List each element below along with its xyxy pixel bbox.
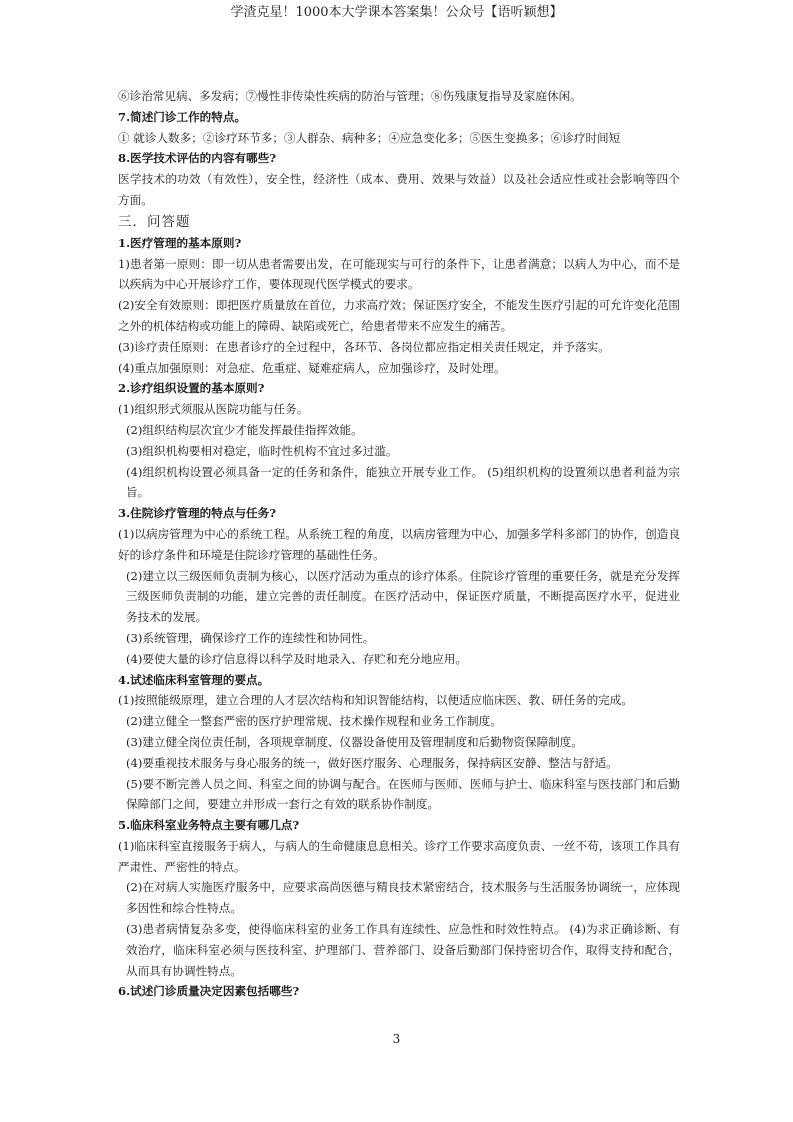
paragraph: (4)重点加强原则：对急症、危重症、疑难症病人，应加强诊疗，及时处理。 [118, 360, 506, 375]
question-heading: 5.临床科室业务特点主要有哪几点? [118, 818, 300, 833]
question-heading: 1.医疗管理的基本原则? [118, 235, 242, 250]
paragraph: (3)患者病情复杂多变，使得临床科室的业务工作具有连续性、应急性和时效性特点。 (4)为求正确诊断、有效治疗，临床科室必须与医技科室、护理部门、营养部门、设备后勤部门保持密切合作，取得支持和配合，从而具有协调性特点。 [126, 922, 680, 978]
paragraph: (1)组织形式须服从医院功能与任务。 [118, 402, 309, 417]
paragraph: (1)以病房管理为中心的系统工程。从系统工程的角度，以病房管理为中心，加强多学科多部门的协作，创造良好的诊疗条件和环境是住院诊疗管理的基础性任务。 [118, 526, 680, 562]
question-heading: 2.诊疗组织设置的基本原则? [118, 381, 265, 396]
section-heading: 三．问答题 [118, 213, 191, 230]
paragraph: ① 就诊人数多；②诊疗环节多；③人群杂、病种多；④应急变化多；⑤医生变换多；⑥诊疗时间短 [118, 130, 621, 145]
paragraph: (4)要重视技术服务与身心服务的统一，做好医疗服务、心理服务，保持病区安静、整洁与舒适。 [126, 755, 618, 770]
question-heading: 7.简述门诊工作的特点。 [118, 109, 247, 124]
paragraph: (4)组织机构设置必须具备一定的任务和条件，能独立开展专业工作。 (5)组织机构的设置须以患者利益为宗旨。 [126, 464, 680, 500]
paragraph: 医学技术的功效（有效性），安全性，经济性（成本、费用、效果与效益）以及社会适应性或社会影响等四个方面。 [118, 172, 680, 207]
page-header-banner: 学渣克星！1000本大学课本答案集！公众号【语听颖想】 [230, 5, 563, 20]
paragraph: (2)安全有效原则：即把医疗质量放在首位，力求高疗效；保证医疗安全，不能发生医疗引起的可允许变化范围之外的机体结构或功能上的障碍、缺陷或死亡，给患者带来不应发生的痛苦。 [118, 298, 680, 333]
paragraph: (2)在对病人实施医疗服务中，应要求高尚医德与精良技术紧密结合，技术服务与生活服务协调统一，应体现多因性和综合性特点。 [126, 880, 680, 916]
paragraph: (2)建立以三级医师负责制为核心，以医疗活动为重点的诊疗体系。住院诊疗管理的重要任务，就是充分发挥三级医师负责制的功能，建立完善的责任制度。在医疗活动中，保证医疗质量，不断提高医疗水平，促进业务技术的发展。 [126, 568, 680, 625]
paragraph: (2)组织结构层次宜少才能发挥最佳指挥效能。 [126, 422, 363, 437]
question-heading: 3.住院诊疗管理的特点与任务? [118, 506, 277, 521]
paragraph: 1)患者第一原则：即一切从患者需要出发，在可能现实与可行的条件下，让患者满意；以病人为中心，而不是以疾病为中心开展诊疗工作，要体现现代医学模式的要求。 [118, 256, 680, 292]
paragraph: ⑥诊治常见病、多发病；⑦慢性非传染性疾病的防治与管理；⑧伤残康复指导及家庭休闲。 [118, 89, 582, 103]
paragraph: (1)临床科室直接服务于病人，与病人的生命健康息息相关。诊疗工作要求高度负责、一丝不苟，该项工作具有严肃性、严密性的特点。 [118, 838, 680, 874]
paragraph: (5)要不断完善人员之间、科室之间的协调与配合。在医师与医师、医师与护士、临床科室与医技部门和后勤保障部门之间，要建立并形成一套行之有效的联系协作制度。 [126, 776, 680, 812]
page-number: 3 [392, 1032, 401, 1046]
question-heading: 6.试述门诊质量决定因素包括哪些? [118, 984, 300, 999]
paragraph: (1)按照能级原理，建立合理的人才层次结构和知识智能结构，以便适应临床医、教、研任务的完成。 [118, 693, 633, 708]
paragraph: (3)组织机构要相对稳定，临时性机构不宜过多过滥。 [126, 443, 398, 458]
paragraph: (3)系统管理，确保诊疗工作的连续性和协同性。 [126, 630, 375, 645]
paragraph: (3)建立健全岗位责任制，各项规章制度、仪器设备使用及管理制度和后勤物资保障制度。 [126, 734, 583, 749]
document-body [118, 86, 680, 1002]
paragraph: (3)诊疗责任原则：在患者诊疗的全过程中，各环节、各岗位都应指定相关责任规定，并予落实。 [118, 339, 610, 354]
paragraph: (4)要使大量的诊疗信息得以科学及时地录入、存贮和充分地应用。 [126, 651, 468, 666]
question-heading: 4.试述临床科室管理的要点。 [118, 672, 270, 687]
paragraph: (2)建立健全一整套严密的医疗护理常规、技术操作规程和业务工作制度。 [126, 714, 502, 729]
question-heading: 8.医学技术评估的内容有哪些? [118, 151, 277, 166]
